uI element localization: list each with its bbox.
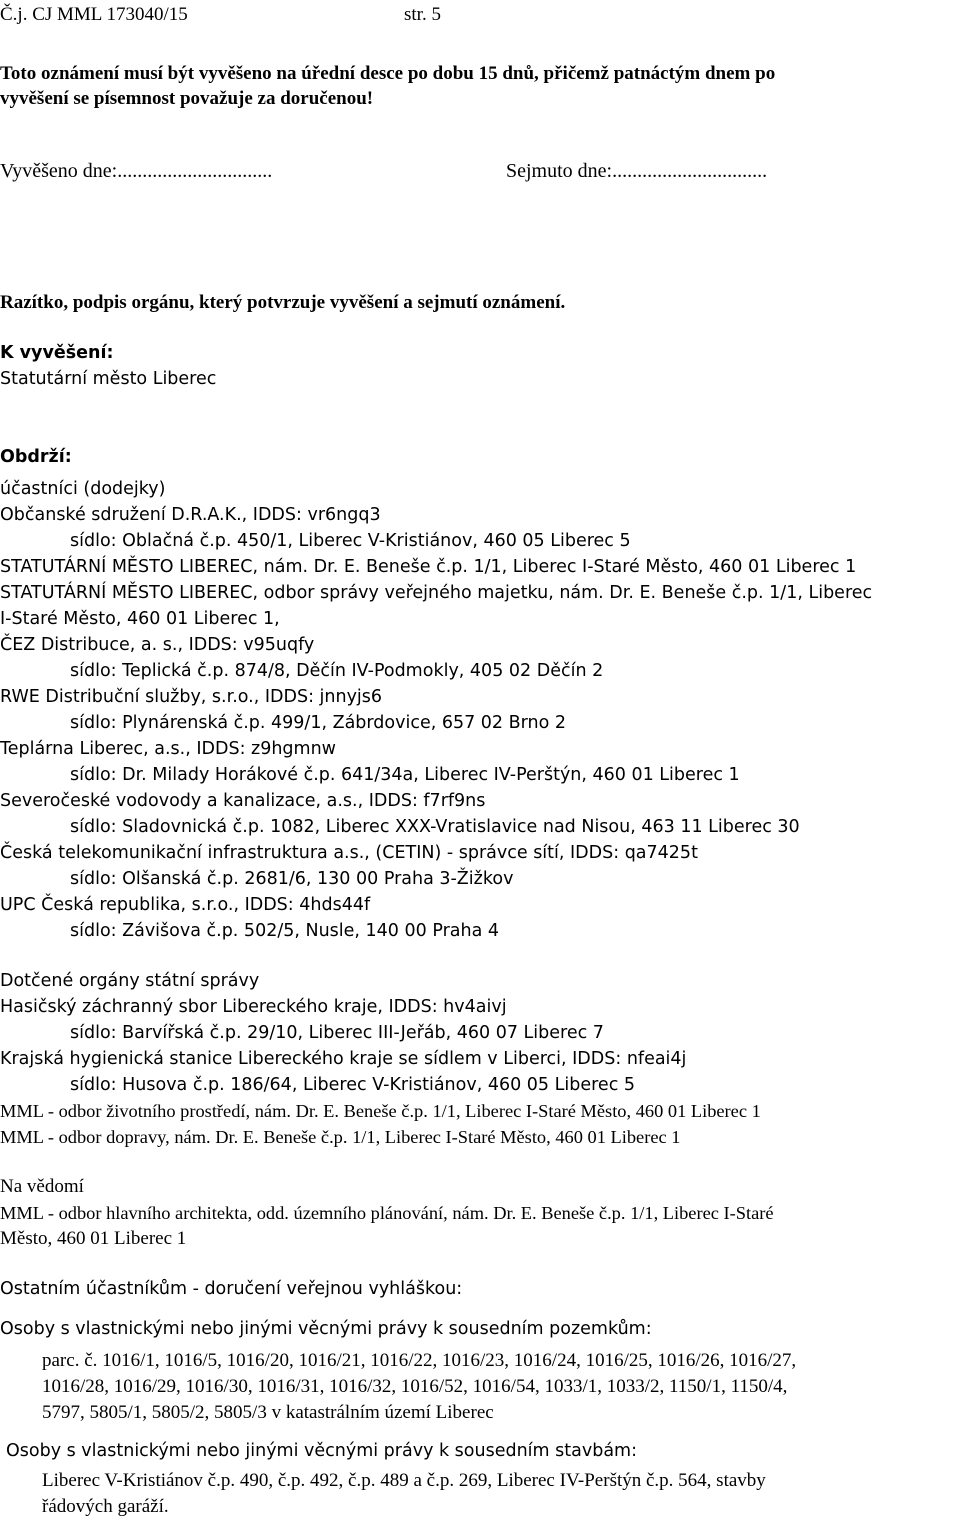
removed-date-field: Sejmuto dne:...............................: [506, 160, 768, 182]
recipient-line: účastníci (dodejky): [0, 479, 166, 499]
dotcene-heading: Dotčené orgány státní správy: [0, 971, 260, 991]
authority-line: MML - odbor dopravy, nám. Dr. E. Beneše č.p. 1/1, Liberec I-Staré Město, 460 01 Liberec 1: [0, 1127, 681, 1147]
recipient-line: Občanské sdružení D.R.A.K., IDDS: vr6ngq3: [0, 505, 381, 525]
obdrzi-heading: Obdrží:: [0, 447, 72, 467]
authority-line: MML - odbor životního prostředí, nám. Dr. E. Beneše č.p. 1/1, Liberec I-Staré Město, 460 01 Liberec 1: [0, 1101, 761, 1121]
land-parcels-line: 1016/28, 1016/29, 1016/30, 1016/31, 1016/32, 1016/52, 1016/54, 1033/1, 1033/2, 1150/1, 1150/4,: [42, 1376, 788, 1397]
land-owners-heading: Osoby s vlastnickými nebo jinými věcnými právy k sousedním pozemkům:: [0, 1319, 652, 1339]
notice-line-1: Toto oznámení musí být vyvěšeno na úřední desce po dobu 15 dnů, přičemž patnáctým dnem po: [0, 63, 776, 84]
recipient-line: Teplárna Liberec, a.s., IDDS: z9hgmnw: [0, 739, 336, 759]
recipient-address: sídlo: Plynárenská č.p. 499/1, Zábrdovice, 657 02 Brno 2: [70, 713, 567, 733]
authority-address: sídlo: Barvířská č.p. 29/10, Liberec III-Jeřáb, 460 07 Liberec 7: [70, 1023, 604, 1043]
recipient-line: RWE Distribuční služby, s.r.o., IDDS: jnnyjs6: [0, 687, 383, 707]
cc-line: MML - odbor hlavního architekta, odd. územního plánování, nám. Dr. E. Beneše č.p. 1/1, Liberec I-Staré: [0, 1203, 774, 1223]
public-notice-heading: Ostatním účastníkům - doručení veřejnou vyhláškou:: [0, 1279, 463, 1299]
buildings-line: řádových garáží.: [42, 1496, 169, 1517]
na-vedomi-heading: Na vědomí: [0, 1176, 84, 1197]
cc-line: Město, 460 01 Liberec 1: [0, 1228, 187, 1249]
recipient-address: sídlo: Teplická č.p. 874/8, Děčín IV-Podmokly, 405 02 Děčín 2: [70, 661, 604, 681]
recipient-line: UPC Česká republika, s.r.o., IDDS: 4hds44f: [0, 895, 371, 915]
recipient-address: sídlo: Olšanská č.p. 2681/6, 130 00 Praha 3-Žižkov: [70, 869, 514, 889]
building-owners-heading: Osoby s vlastnickými nebo jinými věcnými právy k sousedním stavbám:: [6, 1441, 637, 1461]
posted-date-field: Vyvěšeno dne:...............................: [0, 160, 273, 182]
land-parcels-line: 5797, 5805/1, 5805/2, 5805/3 v katastrálním území Liberec: [42, 1402, 494, 1423]
recipient-address: sídlo: Závišova č.p. 502/5, Nusle, 140 00 Praha 4: [70, 921, 500, 941]
land-parcels-line: parc. č. 1016/1, 1016/5, 1016/20, 1016/21, 1016/22, 1016/23, 1016/24, 1016/25, 1016/26, 1016/27,: [42, 1350, 797, 1371]
authority-line: Hasičský záchranný sbor Libereckého kraje, IDDS: hv4aivj: [0, 997, 507, 1017]
recipient-line: Česká telekomunikační infrastruktura a.s., (CETIN) - správce sítí, IDDS: qa7425t: [0, 843, 698, 863]
authority-line: Krajská hygienická stanice Libereckého kraje se sídlem v Liberci, IDDS: nfeai4j: [0, 1049, 687, 1069]
authority-address: sídlo: Husova č.p. 186/64, Liberec V-Kristiánov, 460 05 Liberec 5: [70, 1075, 636, 1095]
buildings-line: Liberec V-Kristiánov č.p. 490, č.p. 492, č.p. 489 a č.p. 269, Liberec IV-Perštýn č.p. 564, stavby: [42, 1470, 766, 1491]
recipient-address: sídlo: Oblačná č.p. 450/1, Liberec V-Kristiánov, 460 05 Liberec 5: [70, 531, 631, 551]
recipient-line: STATUTÁRNÍ MĚSTO LIBEREC, nám. Dr. E. Beneše č.p. 1/1, Liberec I-Staré Město, 460 01 Liberec 1: [0, 557, 857, 577]
recipient-address: sídlo: Sladovnická č.p. 1082, Liberec XXX-Vratislavice nad Nisou, 463 11 Liberec 30: [70, 817, 800, 837]
recipient-line: STATUTÁRNÍ MĚSTO LIBEREC, odbor správy veřejného majetku, nám. Dr. E. Beneše č.p. 1/1, Liberec: [0, 583, 873, 603]
notice-line-2: vyvěšení se písemnost považuje za doručenou!: [0, 88, 374, 109]
k-vyveseni-heading: K vyvěšení:: [0, 343, 114, 363]
document-reference: Č.j. CJ MML 173040/15: [0, 4, 188, 25]
recipient-line: ČEZ Distribuce, a. s., IDDS: v95uqfy: [0, 635, 315, 655]
recipient-address: sídlo: Dr. Milady Horákové č.p. 641/34a, Liberec IV-Perštýn, 460 01 Liberec 1: [70, 765, 740, 785]
recipient-line: I-Staré Město, 460 01 Liberec 1,: [0, 609, 280, 629]
stamp-signature-note: Razítko, podpis orgánu, který potvrzuje vyvěšení a sejmutí oznámení.: [0, 292, 566, 313]
recipient-line: Severočeské vodovody a kanalizace, a.s., IDDS: f7rf9ns: [0, 791, 486, 811]
page-number: str. 5: [404, 4, 441, 25]
k-vyveseni-recipient: Statutární město Liberec: [0, 369, 217, 389]
